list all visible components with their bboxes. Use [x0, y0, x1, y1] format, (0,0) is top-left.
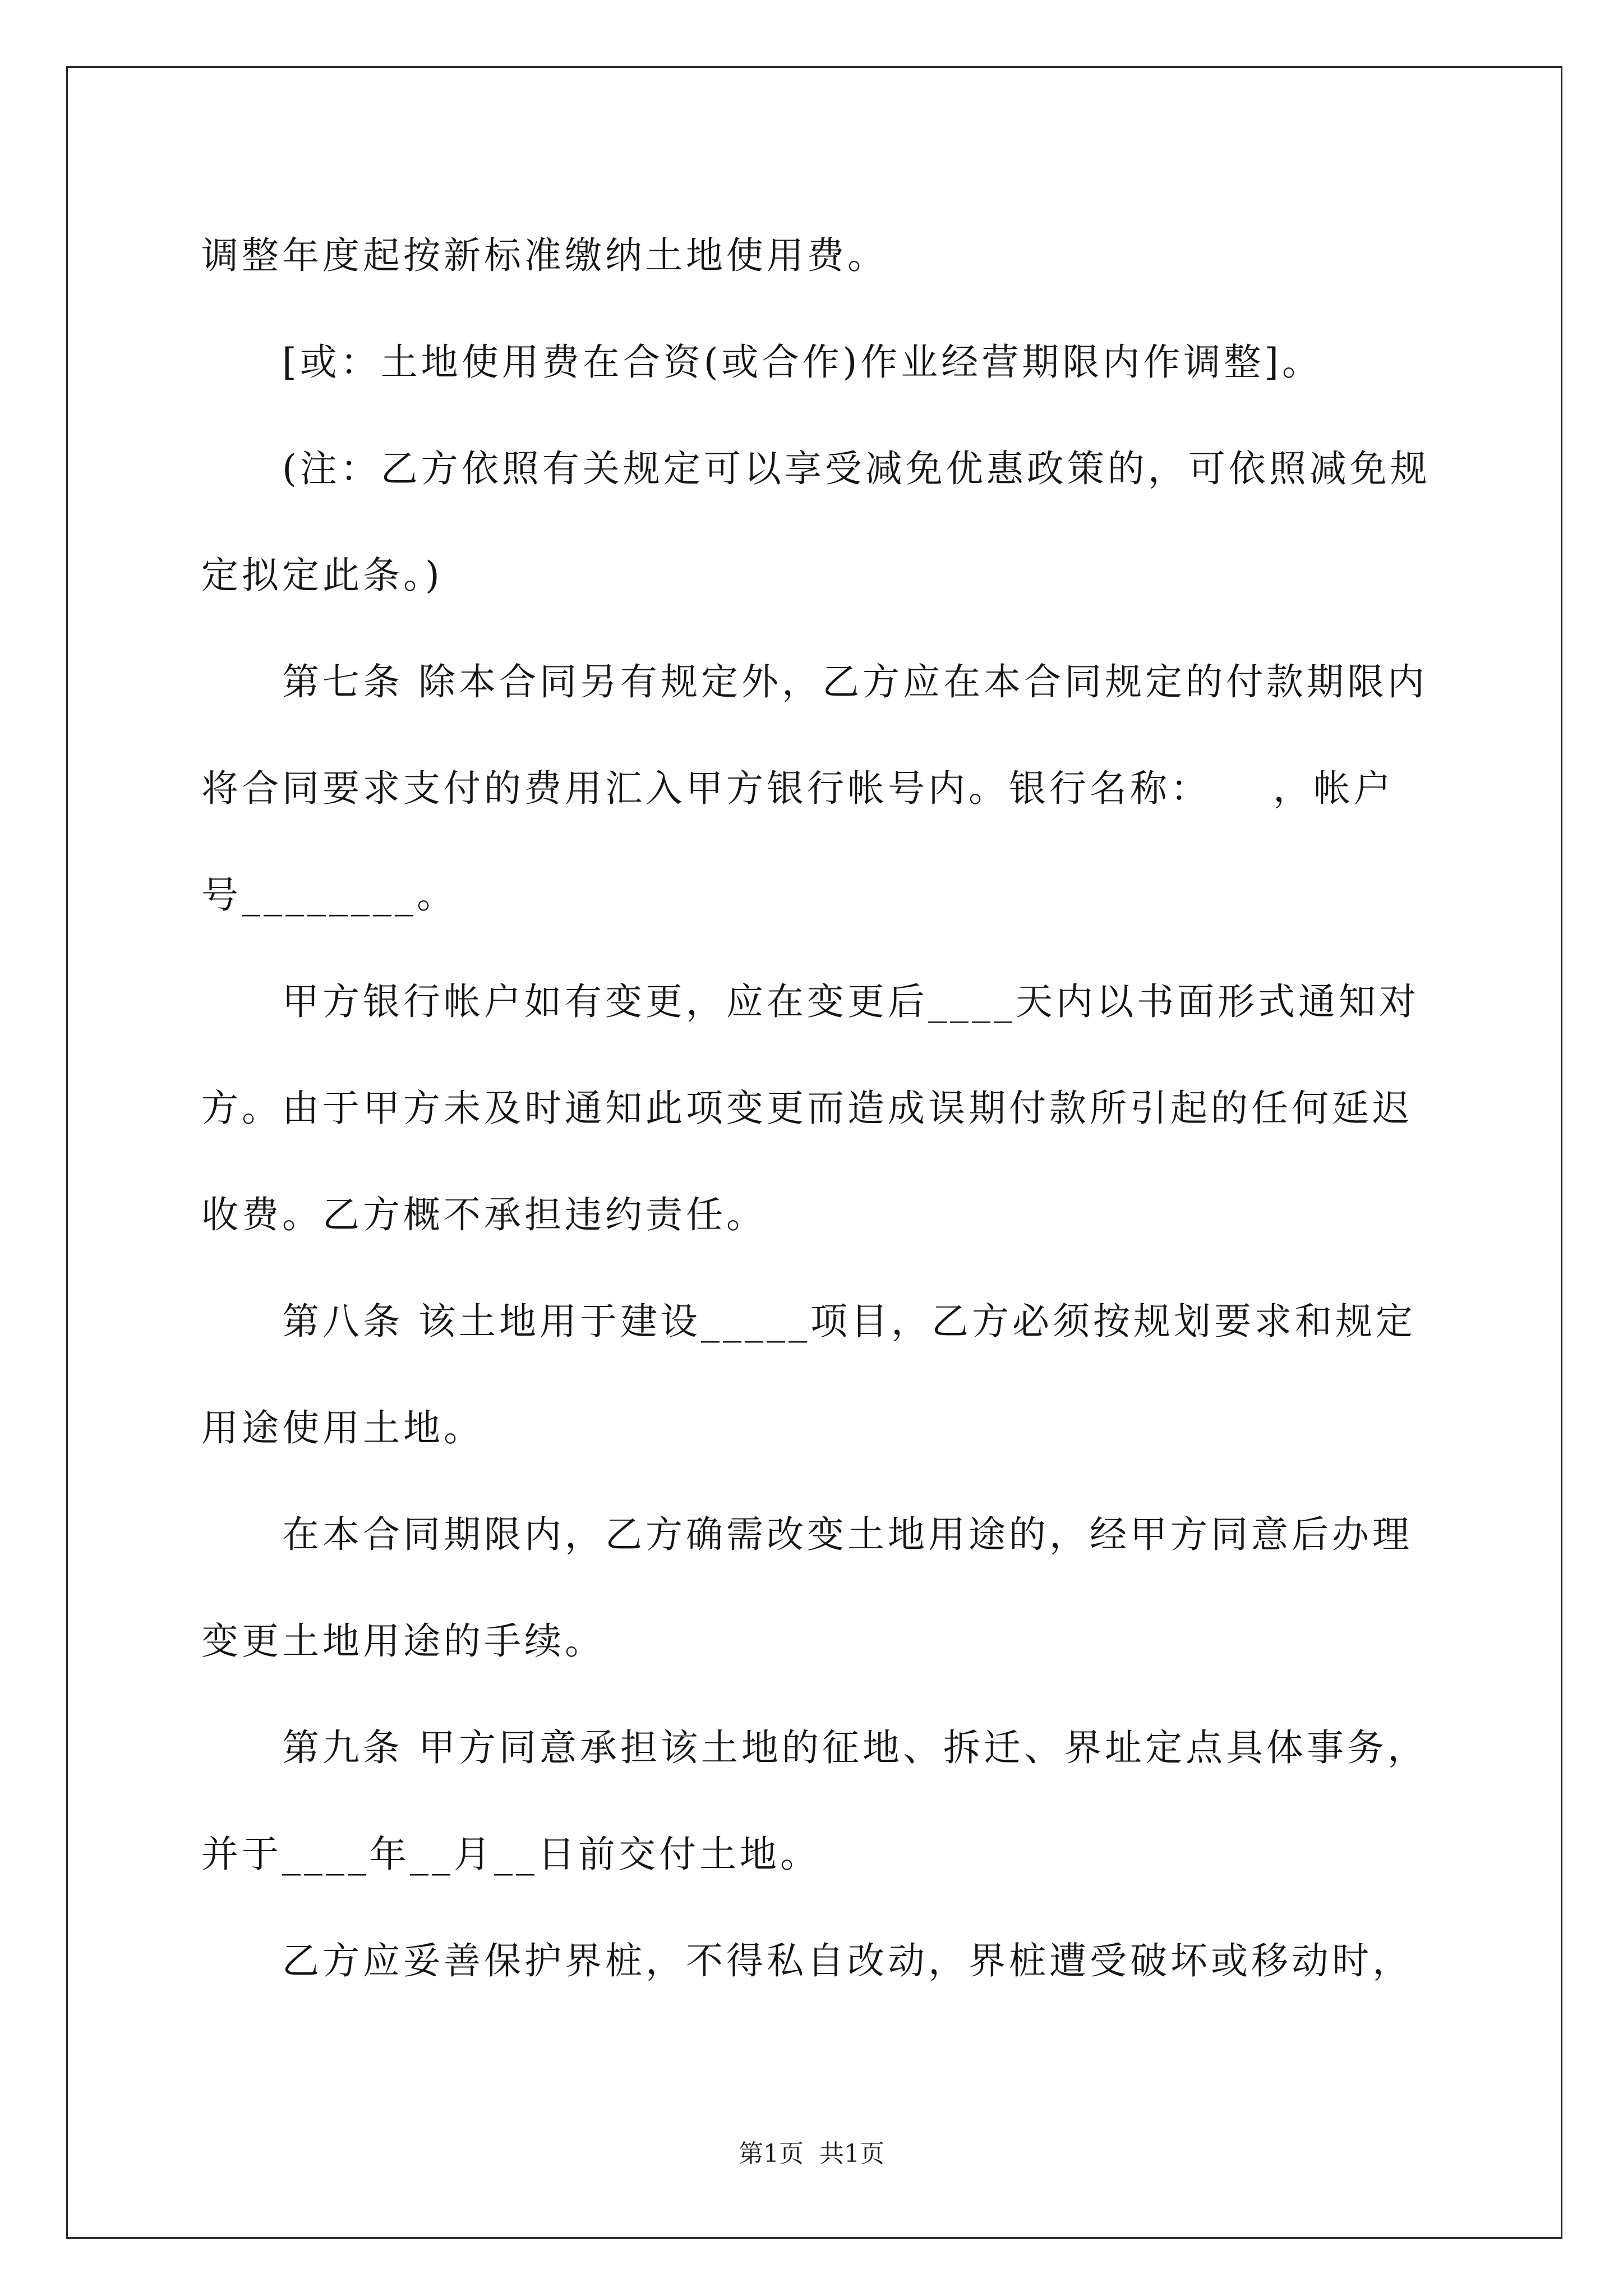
text-line: 定拟定此条。) [201, 554, 443, 597]
text-line: 用途使用土地。 [201, 1406, 484, 1450]
text-line: 变更土地用途的手续。 [201, 1619, 605, 1663]
text-line: 在本合同期限内，乙方确需改变土地用途的，经甲方同意后办理 [282, 1513, 1413, 1556]
text-line: 号________。 [201, 873, 457, 917]
document-body [201, 203, 1491, 2014]
text-line: 将合同要求支付的费用汇入甲方银行帐号内。银行名称： ，帐户 [201, 767, 1394, 810]
text-line: 第九条 甲方同意承担该土地的征地、拆迁、界址定点具体事务， [282, 1726, 1428, 1769]
text-line: (注：乙方依照有关规定可以享受减免优惠政策的，可依照减免规 [282, 447, 1431, 490]
page-footer: 第1页 共1页 [739, 2139, 884, 2168]
text-line: [或：土地使用费在合资(或合作)作业经营期限内作调整]。 [282, 341, 1322, 384]
text-line: 收费。乙方概不承担违约责任。 [201, 1193, 767, 1236]
text-line: 第八条 该土地用于建设_____项目，乙方必须按规划要求和规定 [282, 1300, 1416, 1343]
text-line: 乙方应妥善保护界桩，不得私自改动，界桩遭受破坏或移动时， [282, 1939, 1413, 1982]
text-line: 甲方银行帐户如有变更，应在变更后____天内以书面形式通知对 [282, 980, 1419, 1023]
text-line: 调整年度起按新标准缴纳土地使用费。 [201, 234, 888, 277]
text-line: 方。由于甲方未及时通知此项变更而造成误期付款所引起的任何延迟 [201, 1087, 1413, 1130]
text-line: 第七条 除本合同另有规定外，乙方应在本合同规定的付款期限内 [282, 660, 1428, 703]
text-line: 并于____年__月__日前交付土地。 [201, 1833, 820, 1876]
